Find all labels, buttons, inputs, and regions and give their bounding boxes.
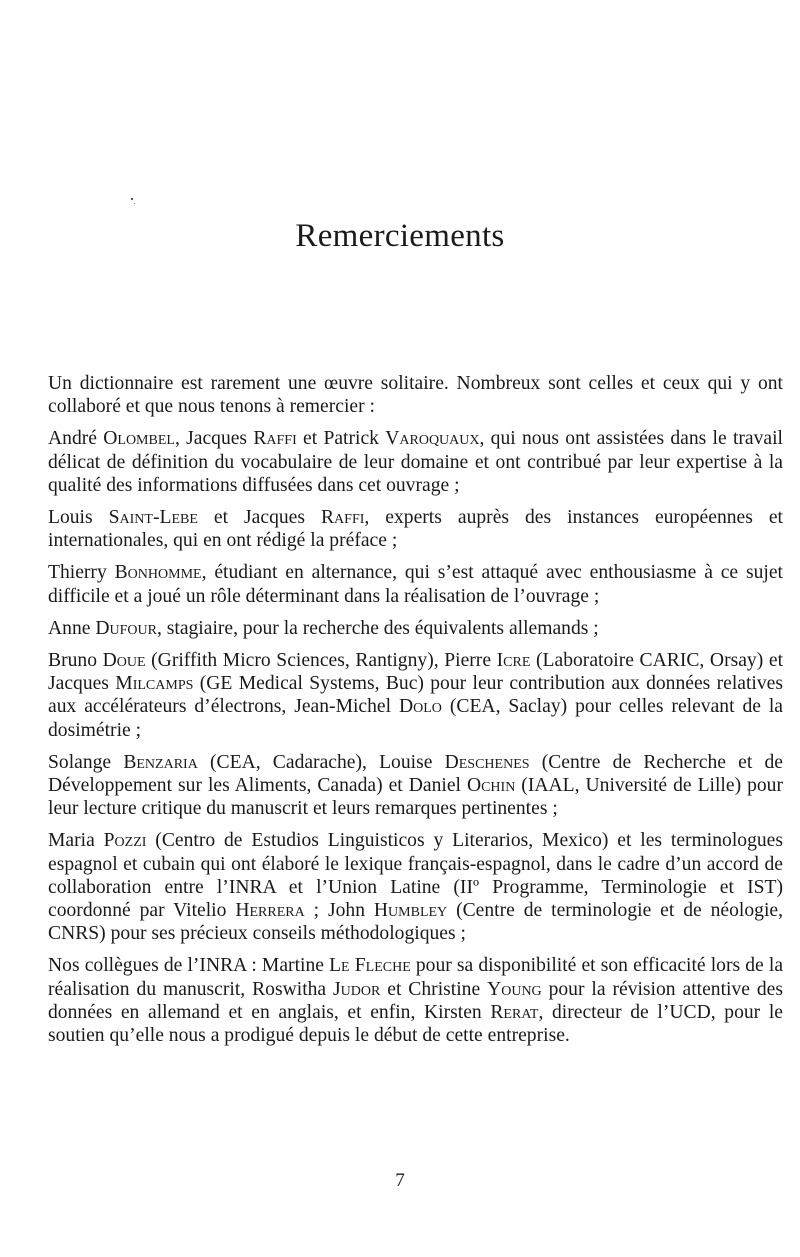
person-surname: Le Fleche xyxy=(329,955,411,977)
paragraph xyxy=(48,649,783,742)
paragraph xyxy=(48,751,783,821)
scan-speck xyxy=(131,198,133,200)
text-run: (Laboratoire CARIC, Orsay) et Jacques xyxy=(48,650,784,695)
text-run: (Centro de Estudios Linguisticos y Literarios, Mexico) et les terminologues espagnol et cubain qui ont élaboré le lexique français-espagnol, dans le cadre d’un accord de collaboration entre l’INRA et l’Union Latine (IIº Programme, Terminologie et IST) coordonné par Vitelio xyxy=(48,830,784,922)
person-surname: Raffi xyxy=(320,507,365,529)
page-title: Remerciements xyxy=(295,218,505,254)
text-run: (CEA, Saclay) pour celles relevant de la dosimétrie ; xyxy=(48,696,783,741)
person-surname: Saint-Lebe xyxy=(108,507,198,529)
text-run: , étudiant en alternance, qui s’est attaqué avec enthousiasme à ce sujet difficile et a joué un rôle déterminant dans la réalisation de l’ouvrage ; xyxy=(48,562,783,607)
person-surname: Young xyxy=(487,978,542,1000)
paragraph xyxy=(48,372,783,418)
text-run: et Christine xyxy=(380,978,488,1000)
paragraph xyxy=(48,829,783,945)
text-run: , experts auprès des instances européennes et internationales, qui en ont rédigé la préface ; xyxy=(48,507,783,552)
paragraph xyxy=(48,427,783,497)
person-surname: Olombel xyxy=(103,428,175,450)
text-run: ; John xyxy=(304,900,374,922)
text-run: (GE Medical Systems, Buc) pour leur contribution aux données relatives aux accélérateurs d’électrons, Jean-Michel xyxy=(48,673,783,718)
paragraph xyxy=(48,617,783,640)
text-run: et Patrick xyxy=(296,428,386,450)
person-surname: Ochin xyxy=(466,775,516,797)
text-run: et Jacques xyxy=(197,507,321,529)
text-run: Thierry xyxy=(48,562,115,584)
text-run: , qui nous ont assistées dans le travail délicat de définition du vocabulaire de leur domaine et ont contribué par leur expertise à la qualité des informations diffusées dans cet ouvrage ; xyxy=(48,428,783,496)
text-run: (Centre de terminologie et de néologie, CNRS) pour ses précieux conseils méthodologiques ; xyxy=(48,900,783,945)
text-run: pour la révision attentive des données en allemand et en anglais, et enfin, Kirsten xyxy=(48,978,783,1023)
person-surname: Deschenes xyxy=(444,751,530,773)
person-surname: Icre xyxy=(496,650,531,672)
person-surname: Dufour xyxy=(95,617,157,639)
person-surname: Humbley xyxy=(373,900,448,922)
paragraph xyxy=(48,506,783,552)
person-surname: Benzaria xyxy=(123,751,198,773)
text-run: , stagiaire, pour la recherche des équivalents allemands ; xyxy=(156,617,599,639)
text-run: (Centre de Recherche et de Développement sur les Aliments, Canada) et Daniel xyxy=(48,751,783,797)
paragraph xyxy=(48,954,783,1047)
person-surname: Herrera xyxy=(235,900,305,922)
page-number: 7 xyxy=(395,1170,405,1191)
person-surname: Dolo xyxy=(399,696,442,718)
acknowledgements-body xyxy=(48,372,783,1056)
text-run: (CEA, Cadarache), Louise xyxy=(197,751,445,773)
text-run: Maria xyxy=(48,830,104,852)
text-run: (IAAL, Université de Lille) pour leur lecture critique du manuscrit et leurs remarques pertinentes ; xyxy=(48,775,783,820)
text-run: , Jacques xyxy=(174,428,254,450)
person-surname: Pozzi xyxy=(103,830,147,852)
text-run: Louis xyxy=(48,507,109,529)
person-surname: Milcamps xyxy=(115,673,194,695)
text-run: Anne xyxy=(48,617,96,639)
text-run: André xyxy=(48,428,104,450)
person-surname: Rerat xyxy=(490,1001,539,1023)
person-surname: Varoquaux xyxy=(385,428,480,450)
text-run: Nos collègues de l’INRA : Martine xyxy=(48,955,330,977)
paragraph xyxy=(48,561,783,607)
text-run: pour sa disponibilité et son efficacité lors de la réalisation du manuscrit, Roswitha xyxy=(48,955,784,1000)
text-run: Bruno xyxy=(48,650,103,672)
person-surname: Doue xyxy=(102,650,146,672)
text-run: (Griffith Micro Sciences, Rantigny), Pierre xyxy=(145,650,497,672)
person-surname: Bonhomme xyxy=(114,562,202,584)
text-run: Un dictionnaire est rarement une œuvre solitaire. Nombreux sont celles et ceux qui y ont collaboré et que nous tenons à remercier : xyxy=(48,373,783,418)
text-run: Solange xyxy=(48,751,124,773)
text-run: , directeur de l’UCD, pour le soutien qu’elle nous a prodigué depuis le début de cette entreprise. xyxy=(48,1001,783,1047)
person-surname: Raffi xyxy=(253,428,297,450)
person-surname: Judor xyxy=(333,978,381,1000)
scan-speck xyxy=(134,203,135,204)
